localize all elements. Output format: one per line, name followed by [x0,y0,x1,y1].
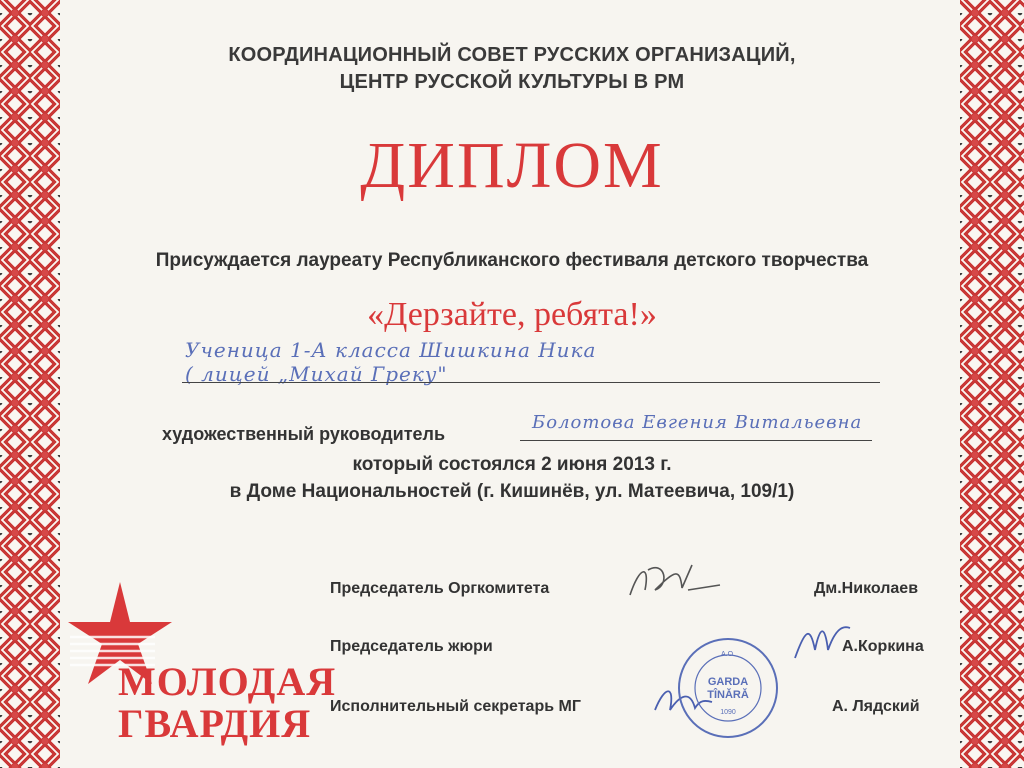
supervisor-label: художественный руководитель [162,424,446,444]
signature-role-3: Исполнительный секретарь МГ [330,698,581,715]
awarded-text: Присуждается лауреату Республиканского фестиваля детского творчества [155,250,869,271]
stamp-center-2: TÎNĂRĂ [707,689,749,701]
stamp-center-1: GARDA [707,676,749,688]
supervisor-name: Болотова Евгения Витальевна [532,412,863,433]
signature-name-3: А. Лядский [832,698,920,715]
recipient-line-1: Ученица 1-А класса Шишкина Ника [185,338,597,362]
left-ornament-border [0,0,60,768]
diploma-title: ДИПЛОМ [360,129,664,202]
organization-header [0,42,1024,96]
event-date-line: который состоялся 2 июня 2013 г. [352,454,672,475]
supervisor-underline [520,440,872,441]
festival-name: «Дерзайте, ребята!» [367,296,657,333]
recipient-underline [182,382,880,383]
stamp-top-text: A.O. [720,651,736,658]
signature-name-2: А.Коркина [842,638,924,655]
logo-text-line-2: ГВАРДИЯ [118,701,312,746]
recipient-line-2: ( лицей „Михай Греку" [185,362,448,386]
event-location-line: в Доме Национальностей (г. Кишинёв, ул. Матеевича, 109/1) [229,481,795,502]
signature-role-1: Председатель Оргкомитета [330,580,550,597]
signature-role-2: Председатель жюри [330,638,493,655]
signature-scribble-1 [620,560,730,610]
signature-scribble-2 [790,620,860,665]
org-line-2: ЦЕНТР РУССКОЙ КУЛЬТУРЫ В РМ [339,71,685,93]
organization-stamp [676,636,780,740]
org-line-1: КООРДИНАЦИОННЫЙ СОВЕТ РУССКИХ ОРГАНИЗАЦИЙ, [228,44,796,66]
right-ornament-border [960,0,1024,768]
stamp-bottom-text: 1090 [720,709,736,716]
signature-name-1: Дм.Николаев [814,580,919,597]
logo-text-line-1: МОЛОДАЯ [118,659,337,704]
